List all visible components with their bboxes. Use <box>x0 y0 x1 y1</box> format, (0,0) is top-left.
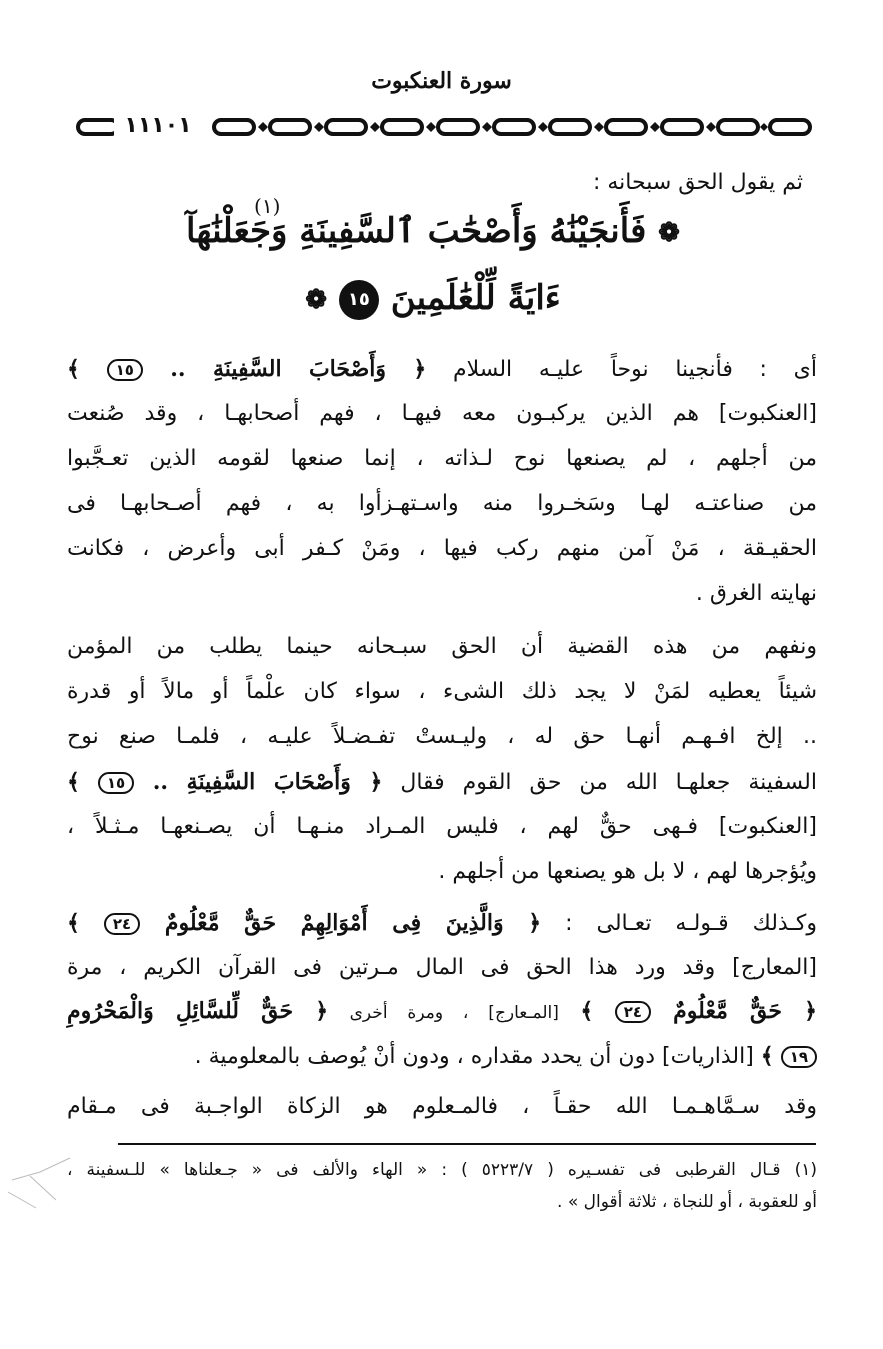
quote-bracket: ﴾ <box>67 356 80 382</box>
footnote-marker: (١) <box>254 194 281 218</box>
verse-ref-badge: ٢٤ <box>615 1001 651 1023</box>
verse-ref-badge: ١٥ <box>107 359 143 381</box>
text-run: أى : فأنجينا نوحاً عليـه السلام <box>452 357 817 382</box>
verse-text-2: ءَايَةً لِّلْعَٰلَمِينَ <box>390 278 561 318</box>
verse-ref-badge: ١٩ <box>781 1046 817 1068</box>
body-line <box>67 908 817 939</box>
body-line: ويُؤجرها لهم ، لا بل هو يصنعها من أجلهم . <box>438 859 817 884</box>
rosette-icon: ❁ <box>658 218 680 248</box>
verse-number: ١٥ <box>339 280 379 320</box>
quran-quote: ﴿ حَقٌّ لِّلسَّائِلِ وَالْمَحْرُومِ <box>67 998 329 1024</box>
footnote-divider <box>118 1143 816 1145</box>
text-run: [الذاريات] دون أن يحدد مقداره ، ودون أنْ يُوصف بالمعلومية . <box>194 1044 754 1069</box>
verse-text-1: فَأَنجَيْنَٰهُ وَأَصْحَٰبَ ٱلسَّفِينَةِ وَجَعَلْنَٰهَآ <box>186 211 647 251</box>
verse-line-2 <box>73 278 793 320</box>
quran-quote: ﴿ وَأَصْحَابَ السَّفِينَةِ .. <box>142 356 427 382</box>
body-line: ونفهم من هذه القضية أن الحق سبـحانه حينما يطلب من المؤمن <box>67 634 817 659</box>
page-number: ١١١٠١ <box>114 112 202 140</box>
verse-ref-badge: ١٥ <box>98 772 134 794</box>
quran-quote: ﴿ وَأَصْحَابَ السَّفِينَةِ .. <box>134 769 383 795</box>
text-run: [المـعارج] ، ومرة أخرى <box>349 1003 559 1023</box>
body-line: .. إلخ افـهـم أنهـا حق له ، وليـستْ تفـضـلاً عليـه ، فلمـا صنع نوح <box>67 724 817 749</box>
body-line <box>67 1041 817 1072</box>
surah-title: سورة العنكبوت <box>371 68 512 94</box>
body-line: [العنكبوت] فـهى حقٌّ لهم ، فليس المـراد منـهـا أن يصـنعهـا مـثـلاً ، <box>67 814 817 839</box>
quote-bracket: ﴾ <box>67 910 80 936</box>
body-line <box>67 767 817 798</box>
body-line: نهايته الغرق . <box>695 581 817 606</box>
body-line: من صناعتـه لهـا وسَخـروا منه واسـتهـزأوا به ، فهم أصـحابهـا فى <box>67 491 817 516</box>
quote-bracket: ﴾ <box>67 769 80 795</box>
quran-quote: ﴿ وَالَّذِينَ فِى أَمْوَالِهِمْ حَقٌّ مَّعْلُومٌ <box>140 910 542 936</box>
quran-quote: ﴿ حَقٌّ مَّعْلُومٌ <box>651 998 817 1024</box>
intro-line: ثم يقول الحق سبحانه : <box>592 170 803 195</box>
body-line: من أجلهم ، لم يصنعها نوح لـذاته ، إنما صنعها لقومه الذين تعـجَّبوا <box>67 446 817 471</box>
body-line <box>67 354 817 385</box>
footnote-line: أو للعقوبة ، أو للنجاة ، ثلاثة أقوال » . <box>557 1192 817 1212</box>
quote-bracket: ﴾ <box>760 1043 774 1069</box>
verse-line-1 <box>73 210 793 251</box>
body-line: [المعارج] وقد ورد هذا الحق فى المال مـرتين فى القرآن الكريم ، مرة <box>67 955 817 980</box>
rosette-icon: ❁ <box>305 285 328 315</box>
text-run: السفينة جعلهـا الله من حق القوم فقال <box>400 770 817 795</box>
body-line: [العنكبوت] هم الذين يركبـون معه فيهـا ، فهم أصحابهـا ، وقد صُنعت <box>67 401 817 426</box>
text-run: وكـذلك قـولـه تعـالى : <box>565 911 818 936</box>
margin-scribble <box>0 1150 90 1220</box>
verse-ref-badge: ٢٤ <box>104 913 140 935</box>
body-line: شيئاً يعطيه لمَنْ لا يجد ذلك الشىء ، سواء كان علْماً أو مالاً أو قدرة <box>67 679 817 704</box>
body-line: وقد سـمَّاهـمـا الله حقـاً ، فالمـعلوم هو الزكاة الواجـبة فى مـقام <box>67 1094 817 1119</box>
footnote-line: (١) قـال القرطبى فى تفسـيره ( ٥٢٢٣/٧ ) : « الهاء والألف فى « جـعلناها » للـسفينة ، <box>67 1160 817 1180</box>
body-line <box>67 996 817 1028</box>
quote-bracket: ﴾ <box>580 998 594 1024</box>
body-line: الحقيـقة ، مَنْ آمن منهم ركب فيها ، ومَنْ كـفر أبى وأعرض ، فكانت <box>67 536 817 561</box>
